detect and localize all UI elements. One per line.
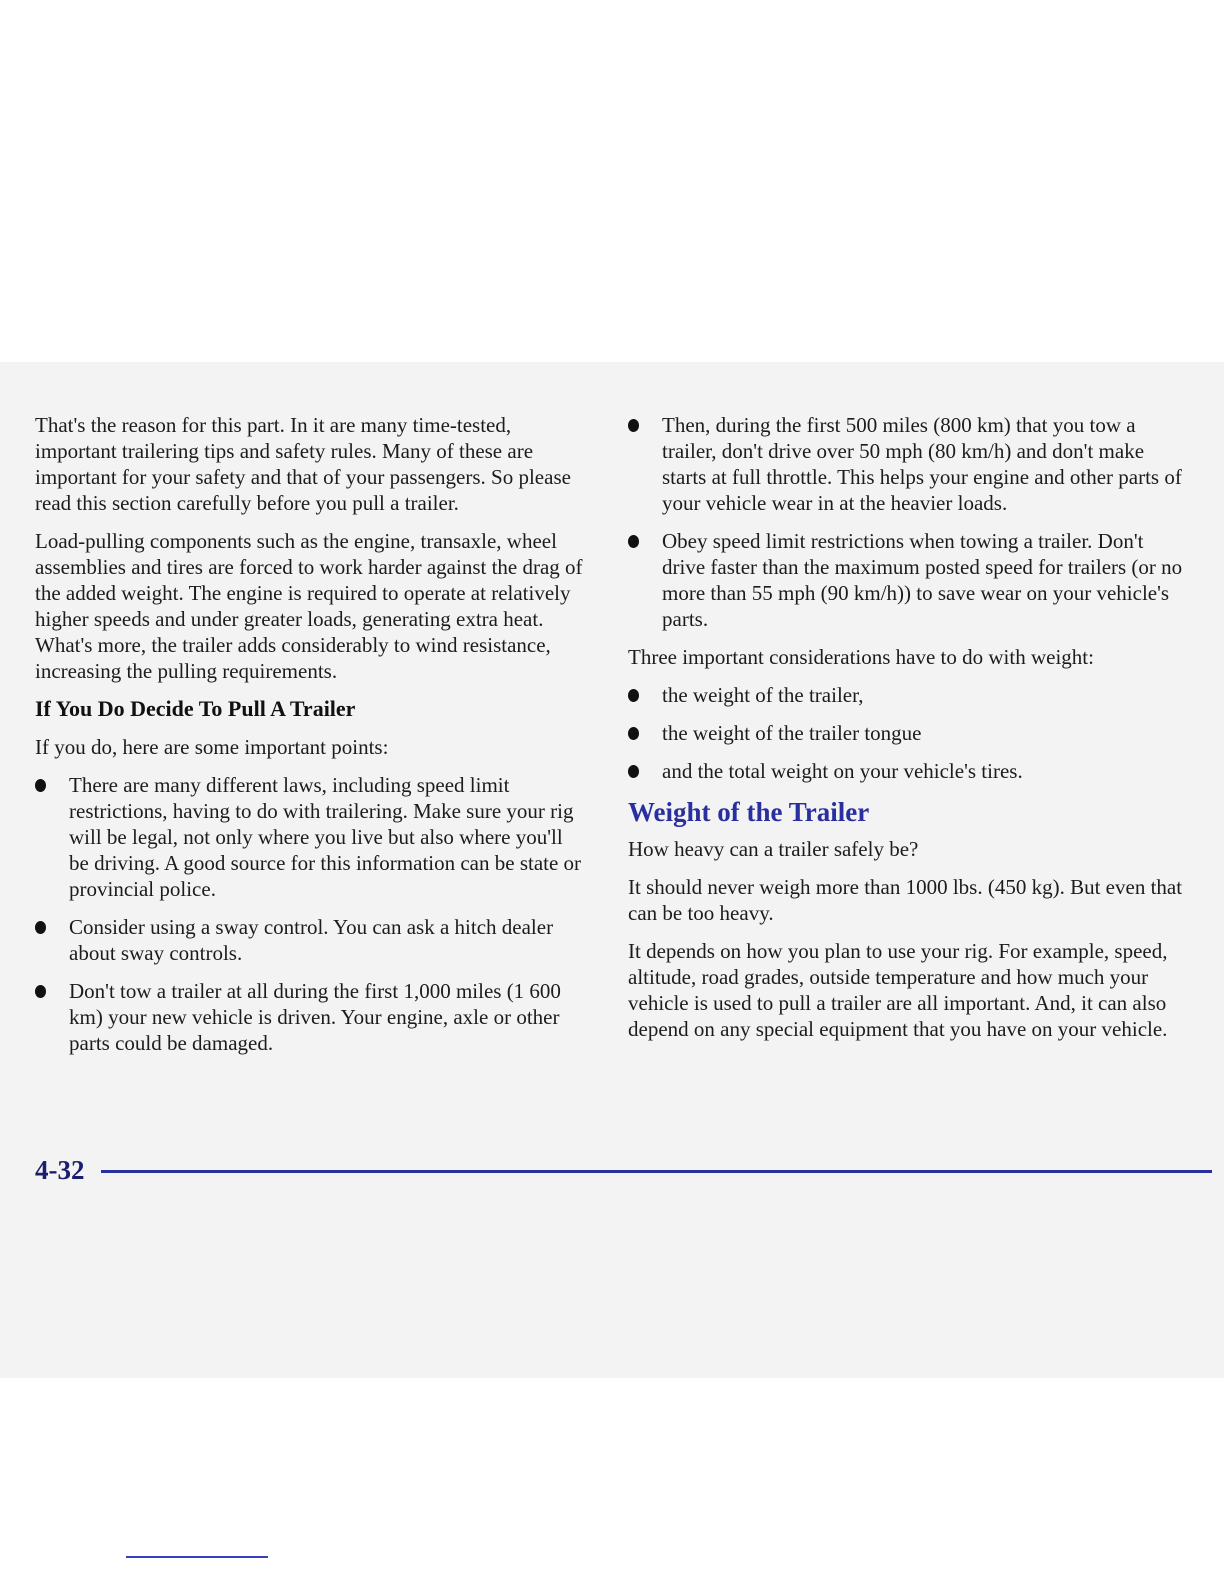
list-item-text: and the total weight on your vehicle's tires.	[662, 759, 1023, 783]
bullet-dot-icon	[35, 921, 46, 934]
list-item-text: Obey speed limit restrictions when towing a trailer. Don't drive faster than the maximum posted speed for trailers (or no more than 55 mph (90 km/h)) to save wear on your vehicle's parts.	[662, 529, 1183, 631]
list-item-text: There are many different laws, including speed limit restrictions, having to do with trailering. Make sure your rig will be legal, not only where you live but also where you'll be driving. A good source for this information can be state or provincial police.	[69, 773, 582, 901]
list-item-text: Don't tow a trailer at all during the first 1,000 miles (1 600 km) your new vehicle is driven. Your engine, axle or other parts could be damaged.	[69, 979, 561, 1055]
list-item	[35, 772, 587, 902]
important-points-intro: If you do, here are some important points:	[35, 735, 389, 759]
break-in-list	[628, 412, 1188, 632]
section-title: Weight of the Trailer	[628, 797, 870, 827]
list-item	[35, 914, 587, 966]
bottom-divider	[126, 1556, 268, 1558]
list-item-text: the weight of the trailer tongue	[662, 721, 922, 745]
weight-considerations-list	[628, 682, 1188, 784]
weight-question: How heavy can a trailer safely be?	[628, 837, 919, 861]
bullet-dot-icon	[628, 727, 639, 740]
depends-paragraph: It depends on how you plan to use your rig. For example, speed, altitude, road grades, outside temperature and how much your vehicle is used to pull a trailer are all important. And, it can also depend on any special equipment that you have on your vehicle.	[628, 939, 1168, 1041]
list-item	[628, 758, 1188, 784]
list-item-text: Then, during the first 500 miles (800 km) that you tow a trailer, don't drive over 50 mph (80 km/h) and don't make starts at full throttle. This helps your engine and other parts of your vehicle wear in at the heavier loads.	[662, 413, 1182, 515]
footer-rule	[101, 1170, 1212, 1173]
page-number: 4-32	[35, 1155, 85, 1185]
list-item	[35, 978, 587, 1056]
weight-answer: It should never weigh more than 1000 lbs. (450 kg). But even that can be too heavy.	[628, 875, 1183, 925]
pull-trailer-subheading: If You Do Decide To Pull A Trailer	[35, 696, 356, 721]
important-points-list	[35, 772, 587, 1056]
left-column	[35, 412, 587, 1068]
list-item-text: Consider using a sway control. You can ask a hitch dealer about sway controls.	[69, 915, 554, 965]
list-item	[628, 682, 1188, 708]
list-item	[628, 528, 1188, 632]
bullet-dot-icon	[35, 985, 46, 998]
bullet-dot-icon	[628, 689, 639, 702]
intro-paragraph: That's the reason for this part. In it are many time-tested, important trailering tips and safety rules. Many of these are important for your safety and that of your passengers. So please read this section carefully before you pull a trailer.	[35, 413, 571, 515]
right-column	[628, 412, 1188, 1054]
list-item-text: the weight of the trailer,	[662, 683, 864, 707]
page-footer	[35, 1154, 1178, 1186]
bullet-dot-icon	[628, 765, 639, 778]
considerations-intro: Three important considerations have to do with weight:	[628, 645, 1094, 669]
list-item	[628, 720, 1188, 746]
load-pulling-paragraph: Load-pulling components such as the engine, transaxle, wheel assemblies and tires are forced to work harder against the drag of the added weight. The engine is required to operate at relatively higher speeds and under greater loads, generating extra heat. What's more, the trailer adds considerably to wind resistance, increasing the pulling requirements.	[35, 529, 583, 683]
bullet-dot-icon	[35, 779, 46, 792]
list-item	[628, 412, 1188, 516]
bullet-dot-icon	[628, 535, 639, 548]
bullet-dot-icon	[628, 419, 639, 432]
